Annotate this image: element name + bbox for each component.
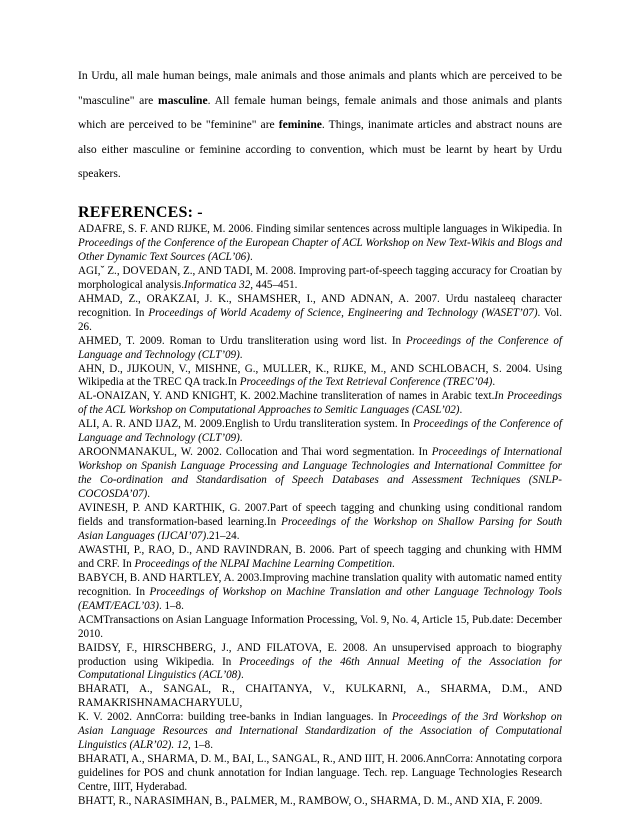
reference-venue: Proceedings of the Conference of Language and Technology (CLT’09) — [78, 418, 563, 445]
reference-text: AVINESH, P. AND KARTHIK, G. 2007.Part of speech tagging and chunking using conditional random fields and transformation-based learning.In — [78, 502, 562, 528]
reference-entry — [78, 614, 562, 642]
reference-text: BHARATI, A., SANGAL, R., CHAITANYA, V., KULKARNI, A., SHARMA, D.M., AND RAMAKRISHNAMACHARYULU, — [78, 683, 562, 710]
reference-text: . — [492, 376, 496, 389]
reference-entry — [78, 753, 562, 795]
reference-entry — [78, 223, 562, 265]
intro-text-1: In Urdu, all male human beings, male animals and those animals and plants which are perceived to be "masculine" are — [78, 69, 562, 107]
reference-text: . — [240, 669, 244, 682]
reference-text: AHN, D., JIJKOUN, V., MISHNE, G., MULLER, K., RIJKE, M., AND SCHLOBACH, S. 2004. Using Wikipedia at the TREC QA track.In — [78, 362, 562, 389]
reference-text: . — [249, 250, 253, 263]
reference-text: AHMAD, Z., ORAKZAI, J. K., SHAMSHER, I., AND ADNAN, A. 2007. Urdu nastaleeq character recognition. In — [78, 292, 562, 319]
reference-entry — [78, 711, 562, 753]
intro-text-2: . All female human beings, female animals and those animals and plants which are perceived to be "feminine" are — [78, 93, 562, 132]
reference-venue: Informatica 32 — [184, 278, 251, 291]
reference-entry — [78, 544, 562, 572]
intro-paragraph — [78, 64, 562, 187]
reference-entry — [78, 502, 562, 544]
reference-entry — [78, 293, 562, 335]
reference-venue: Proceedings of the 46th Annual Meeting of the Association for Computational Linguistics (ACL’08) — [78, 655, 562, 682]
reference-venue: Proceedings of the Workshop on Shallow Parsing for South Asian Languages (IJCAI’07) — [78, 515, 562, 542]
reference-text: . — [392, 557, 395, 570]
reference-text: .21–24. — [206, 529, 240, 542]
reference-entry — [78, 363, 562, 391]
reference-text: . — [239, 432, 243, 445]
reference-entry — [78, 418, 562, 446]
page-body — [78, 64, 562, 809]
reference-entry — [78, 335, 562, 363]
reference-venue: Proceedings of the NLPAI Machine Learning Competition — [134, 557, 393, 570]
reference-venue: Proceedings of Workshop on Machine Translation and other Language Technology Tools (EAMT/EACL’03) — [78, 585, 562, 612]
references-heading: REFERENCES: - — [78, 203, 203, 221]
reference-text: . 1–8. — [158, 599, 184, 612]
reference-text: K. V. 2002. AnnCorra: building tree-banks in Indian languages. In — [78, 711, 392, 724]
reference-venue: Proceedings of the Conference of Language and Technology (CLT’09) — [78, 334, 563, 361]
reference-venue: Proceedings of World Academy of Science, Engineering and Technology (WASET’07) — [148, 306, 538, 319]
reference-text: AL-ONAIZAN, Y. AND KNIGHT, K. 2002.Machine transliteration of names in Arabic text. — [78, 390, 495, 403]
reference-text: . — [147, 488, 151, 501]
reference-entry — [78, 795, 562, 809]
reference-text: AHMED, T. 2009. Roman to Urdu transliteration using word list. In — [78, 334, 406, 347]
reference-text: BAIDSY, F., HIRSCHBERG, J., AND FILATOVA, E. 2008. An unsupervised approach to biography production using Wikipedia. In — [78, 641, 562, 668]
reference-text: AROONMANAKUL, W. 2002. Collocation and Thai word segmentation. In — [78, 446, 432, 459]
reference-entry — [78, 265, 562, 293]
reference-entry — [78, 642, 562, 684]
term-feminine: feminine — [278, 118, 322, 132]
reference-entry — [78, 572, 562, 614]
reference-text: AWASTHI, P., RAO, D., AND RAVINDRAN, B. 2006. Part of speech tagging and chunking with HMM and CRF. In — [78, 543, 562, 570]
reference-venue: Proceedings of the 3rd Workshop on Asian Language Resources and International Standardization of the Association of Computational Linguistics (ALR’02). 12 — [78, 711, 562, 752]
reference-list — [78, 223, 562, 809]
reference-text: ADAFRE, S. F. AND RIJKE, M. 2006. Finding similar sentences across multiple languages in Wikipedia. In — [78, 222, 562, 235]
reference-text: , 445–451. — [250, 278, 298, 291]
reference-entry — [78, 390, 562, 418]
reference-text: . — [239, 348, 243, 361]
reference-text: BHATT, R., NARASIMHAN, B., PALMER, M., RAMBOW, O., SHARMA, D. M., AND XIA, F. 2009. — [78, 795, 543, 808]
reference-text: AGI,ˇ Z., DOVEDAN, Z., AND TADI, M. 2008. Improving part-of-speech tagging accuracy for Croatian by morphological analysis. — [78, 264, 562, 291]
reference-text: . Vol. 26. — [78, 306, 562, 333]
reference-text: ACMTransactions on Asian Language Information Processing, Vol. 9, No. 4, Article 15, Pub.date: December 2010. — [78, 613, 562, 640]
reference-text: , 1–8. — [188, 739, 213, 752]
reference-venue: Proceedings of International Workshop on Spanish Language Processing and Language Technologies and International Committee for the Co-ordination and Standardisation of Speech Databases and Assessment Techniques (SNLP-COCOSDA’07) — [78, 446, 562, 501]
reference-text: BHARATI, A., SHARMA, D. M., BAI, L., SANGAL, R., AND IIIT, H. 2006.AnnCorra: Annotating corpora guidelines for POS and chunk annotation for Indian language. Tech. rep. Language Technologies Research Centre, IIIT, Hyderabad. — [78, 753, 562, 794]
reference-text: ALI, A. R. AND IJAZ, M. 2009.English to Urdu transliteration system. In — [78, 418, 414, 431]
reference-entry — [78, 446, 562, 502]
reference-text: BABYCH, B. AND HARTLEY, A. 2003.Improving machine translation quality with automatic named entity recognition. In — [78, 571, 562, 598]
reference-text: . — [459, 404, 463, 417]
intro-text-3: . Things, inanimate articles and abstract nouns are also either masculine or feminine according to convention, which must be learnt by heart by Urdu speakers. — [78, 118, 562, 181]
reference-venue: Proceedings of the Text Retrieval Conference (TREC’04) — [239, 376, 493, 389]
reference-venue: In Proceedings of the ACL Workshop on Computational Approaches to Semitic Languages (CASL’02) — [78, 390, 562, 417]
reference-entry — [78, 683, 562, 711]
reference-venue: Proceedings of the Conference of the European Chapter of ACL Workshop on New Text-Wikis and Blogs and Other Dynamic Text Sources (ACL’06) — [78, 236, 562, 263]
term-masculine: masculine — [158, 93, 208, 107]
